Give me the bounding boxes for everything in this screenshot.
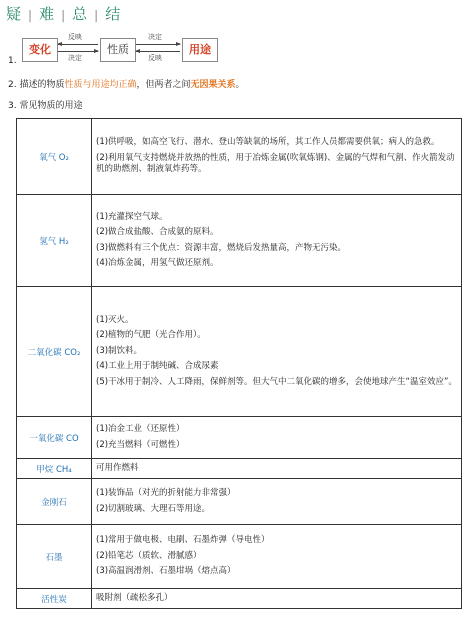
title-char: 总 bbox=[72, 5, 89, 23]
point-number: 2. bbox=[8, 80, 17, 90]
use-item: (2)植物的气肥（光合作用）。 bbox=[96, 330, 206, 341]
arrow-label-decide: 决定 bbox=[148, 33, 162, 41]
use-item: (1)冶金工业（还原性） bbox=[96, 424, 185, 435]
substance-uses bbox=[92, 417, 462, 459]
use-item: (5)干冰用于制冷、人工降雨，保鲜剂等。但大气中二氧化碳的增多，会使地球产生“温室效应”。 bbox=[96, 376, 457, 387]
arrow-left-icon bbox=[136, 51, 180, 52]
use-item: (2)铅笔芯（质软、滑腻感） bbox=[96, 550, 202, 561]
relation-flow-diagram bbox=[8, 34, 308, 74]
change-box: 变化 bbox=[22, 38, 58, 62]
use-item: (1)供呼吸，如高空飞行、潜水、登山等缺氧的场所，其工作人员都需要供氧；病人的急救。 bbox=[96, 137, 440, 148]
title-char: 结 bbox=[105, 5, 122, 23]
use-item: 可用作燃料 bbox=[96, 462, 139, 473]
use-item: (1)常用于做电极、电刷、石墨炸弹（导电性） bbox=[96, 535, 270, 546]
substance-uses bbox=[92, 479, 462, 525]
arrow-left-icon bbox=[58, 44, 98, 45]
point-2-middle: ，但两者之间 bbox=[136, 80, 191, 90]
use-item: (3)制饮料。 bbox=[96, 345, 143, 356]
substance-uses bbox=[92, 589, 462, 609]
property-box: 性质 bbox=[100, 38, 136, 62]
substance-name: 活性炭 bbox=[17, 589, 92, 609]
substance-name: 石墨 bbox=[17, 525, 92, 589]
point-2-highlight-correct: 性质与用途均正确 bbox=[64, 80, 137, 90]
use-item: (1)灭火。 bbox=[96, 314, 134, 325]
title-separator: | bbox=[61, 8, 67, 22]
arrow-label-reflect: 反映 bbox=[148, 54, 162, 62]
arrow-right-icon bbox=[58, 51, 98, 52]
point-2-prefix: 描述的物质 bbox=[19, 80, 65, 90]
title-char: 疑 bbox=[6, 5, 23, 23]
arrow-right-icon bbox=[136, 44, 180, 45]
use-item: (4)工业上用于制纯碱、合成尿素 bbox=[96, 361, 219, 372]
table-row bbox=[17, 525, 462, 589]
table-row bbox=[17, 589, 462, 609]
point-2 bbox=[8, 77, 245, 90]
use-box: 用途 bbox=[182, 38, 218, 62]
point-number: 3. bbox=[8, 101, 17, 111]
point-2-highlight-no-causal: 无因果关系 bbox=[190, 80, 236, 90]
substance-name: 二氧化碳 CO₂ bbox=[17, 287, 92, 417]
substance-uses bbox=[92, 459, 462, 479]
substance-uses bbox=[92, 525, 462, 589]
use-item: 吸附剂（疏松多孔） bbox=[96, 592, 173, 603]
arrow-label-reflect: 反映 bbox=[68, 33, 82, 41]
substance-uses bbox=[92, 119, 462, 195]
substance-name: 氧气 O₂ bbox=[17, 119, 92, 195]
use-item: (2)切割玻璃、大理石等用途。 bbox=[96, 503, 211, 514]
table-row bbox=[17, 287, 462, 417]
table-row bbox=[17, 459, 462, 479]
use-item: (2)做合成盐酸、合成氨的原料。 bbox=[96, 227, 219, 238]
use-item: (2)充当燃料（可燃性） bbox=[96, 439, 185, 450]
substance-uses bbox=[92, 195, 462, 287]
substance-name: 一氧化碳 CO bbox=[17, 417, 92, 459]
use-item: (4)冶炼金属，用氢气做还原剂。 bbox=[96, 257, 219, 268]
substance-name: 金刚石 bbox=[17, 479, 92, 525]
use-item: (1)充灌探空气球。 bbox=[96, 211, 168, 222]
use-item: (3)做燃料有三个优点：资源丰富，燃烧后发热量高，产物无污染。 bbox=[96, 242, 347, 253]
point-3-text: 常见物质的用途 bbox=[19, 101, 83, 111]
table-row bbox=[17, 119, 462, 195]
substance-name: 氢气 H₂ bbox=[17, 195, 92, 287]
table-row bbox=[17, 417, 462, 459]
point-2-suffix: 。 bbox=[235, 80, 245, 90]
title-char: 难 bbox=[39, 5, 56, 23]
substance-name: 甲烷 CH₄ bbox=[17, 459, 92, 479]
use-item: (1)装饰品（对光的折射能力非常强） bbox=[96, 488, 236, 499]
section-title bbox=[6, 3, 121, 24]
table-row bbox=[17, 479, 462, 525]
title-separator: | bbox=[94, 8, 100, 22]
point-3 bbox=[8, 98, 82, 111]
substance-uses bbox=[92, 287, 462, 417]
arrow-label-decide: 决定 bbox=[68, 54, 82, 62]
substance-uses-table bbox=[16, 118, 462, 609]
use-item: (3)高温润滑剂、石墨坩埚（熔点高） bbox=[96, 566, 236, 577]
use-item: (2)利用氧气支持燃烧并放热的性质，用于冶炼金属(吹氧炼钢)、金属的气焊和气割、作火箭发动机的助燃剂、制液氧炸药等。 bbox=[96, 152, 455, 175]
table-row bbox=[17, 195, 462, 287]
title-separator: | bbox=[28, 8, 34, 22]
point-number: 1. bbox=[8, 56, 17, 66]
